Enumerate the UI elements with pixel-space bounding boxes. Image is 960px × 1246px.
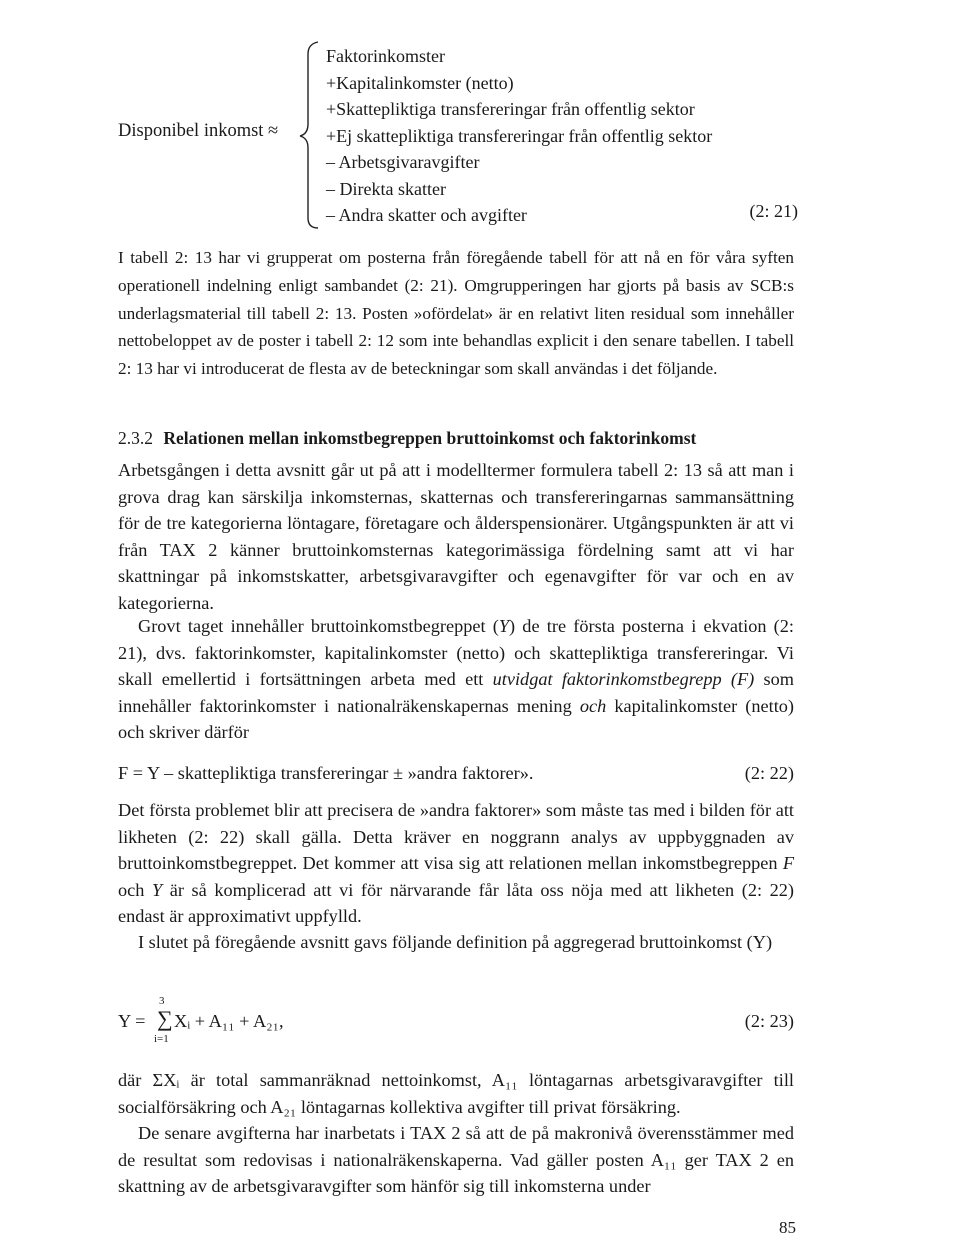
definition-term: +Ej skattepliktiga transfereringar från offentlig sektor (326, 125, 713, 146)
definition-term: – Andra skatter och avgifter (326, 205, 527, 225)
page-number: 85 (779, 1218, 796, 1237)
equation-number-2-23: (2: 23) (744, 1011, 794, 1031)
curly-brace (296, 40, 322, 230)
formula-expression: F = Y – skattepliktiga transfereringar ± »andra faktorer». (118, 763, 534, 783)
text-run: kapitalinkomster (netto) och skriver därför (118, 695, 795, 743)
sum-lower-limit: i=1 (154, 1033, 169, 1045)
text-run: som innehåller faktorinkomster i nationalräkenskapernas mening (118, 669, 794, 716)
definition-term: +Skattepliktiga transfereringar från offentlig sektor (326, 99, 695, 119)
definition-term: Faktorinkomster (326, 46, 445, 66)
section-number: 2.3.2 (118, 428, 153, 448)
paragraph-1: I tabell 2: 13 har vi grupperat om posterna från föregående tabell för att nå en för våra syften operationell indelning enligt sambandet (2: 21). Omgrupperingen har gjorts på basis av SCB:s underlagsmaterial till tabell 2: 13. Posten »ofördelat» är en relativt liten residual som innehåller nettobeloppet av de poster i tabell 2: 12 som inte behandlas explicit i den senare tabellen. I tabell 2: 13 har vi introducerat de flesta av de beteckningar som skall användas i det följande. (118, 248, 794, 379)
paragraph-3 (118, 613, 794, 746)
paragraph-4 (118, 797, 794, 930)
sum-upper-limit: 3 (159, 995, 165, 1007)
definition-terms (326, 43, 712, 229)
section-title: Relationen mellan inkomstbegreppen bruttoinkomst och faktorinkomst (163, 428, 697, 448)
definition-term: – Direkta skatter (326, 178, 446, 199)
definition-label: Disponibel inkomst ≈ (118, 121, 279, 141)
emphasis-term: utvidgat faktorinkomstbegrepp (F) (492, 669, 755, 690)
text-run: och (118, 879, 152, 900)
paragraph-6: där ΣXᵢ är total sammanräknad nettoinkomst, A₁₁ löntagarnas arbetsgivaravgifter till socialförsäkring och A₂₁ löntagarnas kollektiva avgifter till privat försäkring. (118, 1070, 794, 1117)
text-run: är så komplicerad att vi för närvarande får låta oss nöja med att likheten (2: 22) endast är approximativt uppfylld. (118, 879, 795, 927)
formula-rhs: Xᵢ + A₁₁ + A₂₁, (174, 1011, 284, 1031)
text-run: Det första problemet blir att precisera de »andra faktorer» som måste tas med i bilden för att likheten (2: 22) skall gälla. Detta kräver en noggrann analys av uppbyggnaden av bruttoinkomstbegreppet. Det kommer att visa sig att relationen mellan inkomstbegreppen (118, 800, 794, 874)
paragraph-2: Arbetsgången i detta avsnitt går ut på att i modelltermer formulera tabell 2: 13 så att man i grova drag kan särskilja inkomsternas, skatternas och transfereringarnas sammansättning för de tre kategorierna löntagare, företagare och ålderspensionärer. Utgångspunkten är att vi från TAX 2 känner bruttoinkomsternas kategorimässiga fördelning samt att vi har skattningar på inkomstskatter, arbetsgivaravgifter och egenavgifter för var och en av kategorierna. (118, 460, 794, 613)
paragraph-7: De senare avgifterna har inarbetats i TAX 2 så att de på makronivå överensstämmer med de resultat som redovisas i nationalräkenskaperna. Vad gäller posten A₁₁ ger TAX 2 en skattning av de arbetsgivaravgifter som hänför sig till inkomsterna under (118, 1123, 794, 1197)
symbol-y: Y (151, 879, 163, 900)
equation-number-2-22: (2: 22) (744, 763, 794, 783)
formula-lhs: Y = (118, 1011, 146, 1031)
emphasis-och: och (579, 695, 607, 716)
text-run: ) de tre första posterna i ekvation (2: 21), dvs. faktorinkomster, kapitalinkomster (netto) och skattepliktiga transfereringar. Vi skall emellertid i fortsättningen arbeta med ett (118, 616, 794, 690)
symbol-y: Y (498, 616, 510, 636)
text-run: Grovt taget innehåller bruttoinkomstbegreppet ( (138, 616, 499, 636)
equation-number-2-21: (2: 21) (749, 201, 798, 221)
definition-term: +Kapitalinkomster (netto) (326, 72, 514, 93)
formula-2-23 (118, 995, 794, 1045)
paragraph-5: I slutet på föregående avsnitt gavs följande definition på aggregerad bruttoinkomst (Y) (138, 932, 773, 952)
sigma-symbol: ∑ (157, 1006, 173, 1031)
section-heading (118, 428, 696, 449)
definition-term: – Arbetsgivaravgifter (326, 152, 480, 172)
symbol-f: F (782, 853, 794, 874)
